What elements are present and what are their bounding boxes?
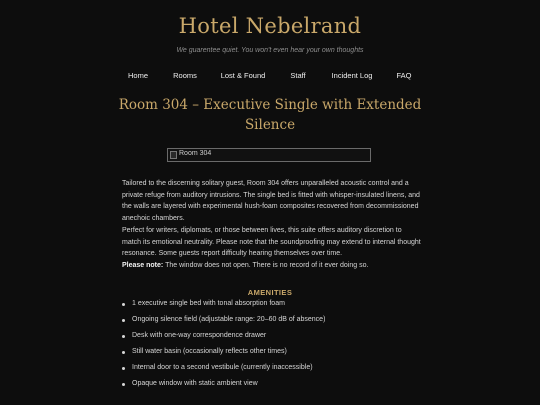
nav-incident-log-link[interactable]: Incident Log [331,71,373,80]
window-note [122,260,422,272]
nav-faq-link[interactable]: FAQ [396,71,412,80]
room-title: Room 304 – Executive Single with Extended Silence [118,97,422,133]
amenity-text: Ongoing silence field (adjustable range: 20–60 dB of absence) [132,316,326,323]
nav-rooms-link[interactable]: Rooms [173,71,197,80]
site-title: Hotel Nebelrand [178,14,362,38]
bullet-icon [122,351,125,354]
bullet-icon [122,367,125,370]
amenity-text: Still water basin (occasionally reflects other times) [132,348,287,355]
site-tagline: We guarentee quiet. You won't even hear your own thoughts [176,47,364,54]
room-image-alt-text: Room 304 [179,150,212,157]
note-text: The window does not open. There is no record of it ever doing so. [163,261,369,269]
bullet-icon [122,303,125,306]
bullet-icon [122,383,125,386]
room-image [167,148,371,162]
nav-staff-link[interactable]: Staff [290,71,306,80]
amenities-heading: AMENITIES [247,288,293,297]
amenity-text: Opaque window with static ambient view [132,380,258,387]
amenity-item [120,299,440,315]
bullet-icon [122,319,125,322]
amenity-text: 1 executive single bed with tonal absorption foam [132,300,285,307]
description-paragraph: Perfect for writers, diplomats, or those between lives, this suite offers auditory discretion to match its emotional neutrality. Please note that the soundproofing may extend to internal thought resonance. Some guests report difficulty hearing themselves over time. [122,226,421,258]
amenity-text: Internal door to a second vestibule (currently inaccessible) [132,364,313,371]
description-paragraph: Tailored to the discerning solitary guest, Room 304 offers unparalleled acoustic control and a private refuge from auditory intrusions. The single bed is fitted with whisper-insulated linens, and the walls are layered with experimental hush-foam composites recovered from decommissioned anechoic chambers. [122,180,420,223]
main-nav [0,71,540,83]
room-description [122,178,422,272]
broken-image-icon [170,151,177,159]
amenity-item [120,379,440,395]
nav-lost-found-link[interactable]: Lost & Found [220,71,266,80]
amenity-item [120,347,440,363]
amenity-item [120,363,440,379]
amenity-text: Desk with one-way correspondence drawer [132,332,267,339]
amenity-item [120,315,440,331]
bullet-icon [122,335,125,338]
nav-home-link[interactable]: Home [127,71,149,80]
amenities-list [120,299,440,395]
amenity-item [120,331,440,347]
note-label: Please note: [122,261,164,269]
